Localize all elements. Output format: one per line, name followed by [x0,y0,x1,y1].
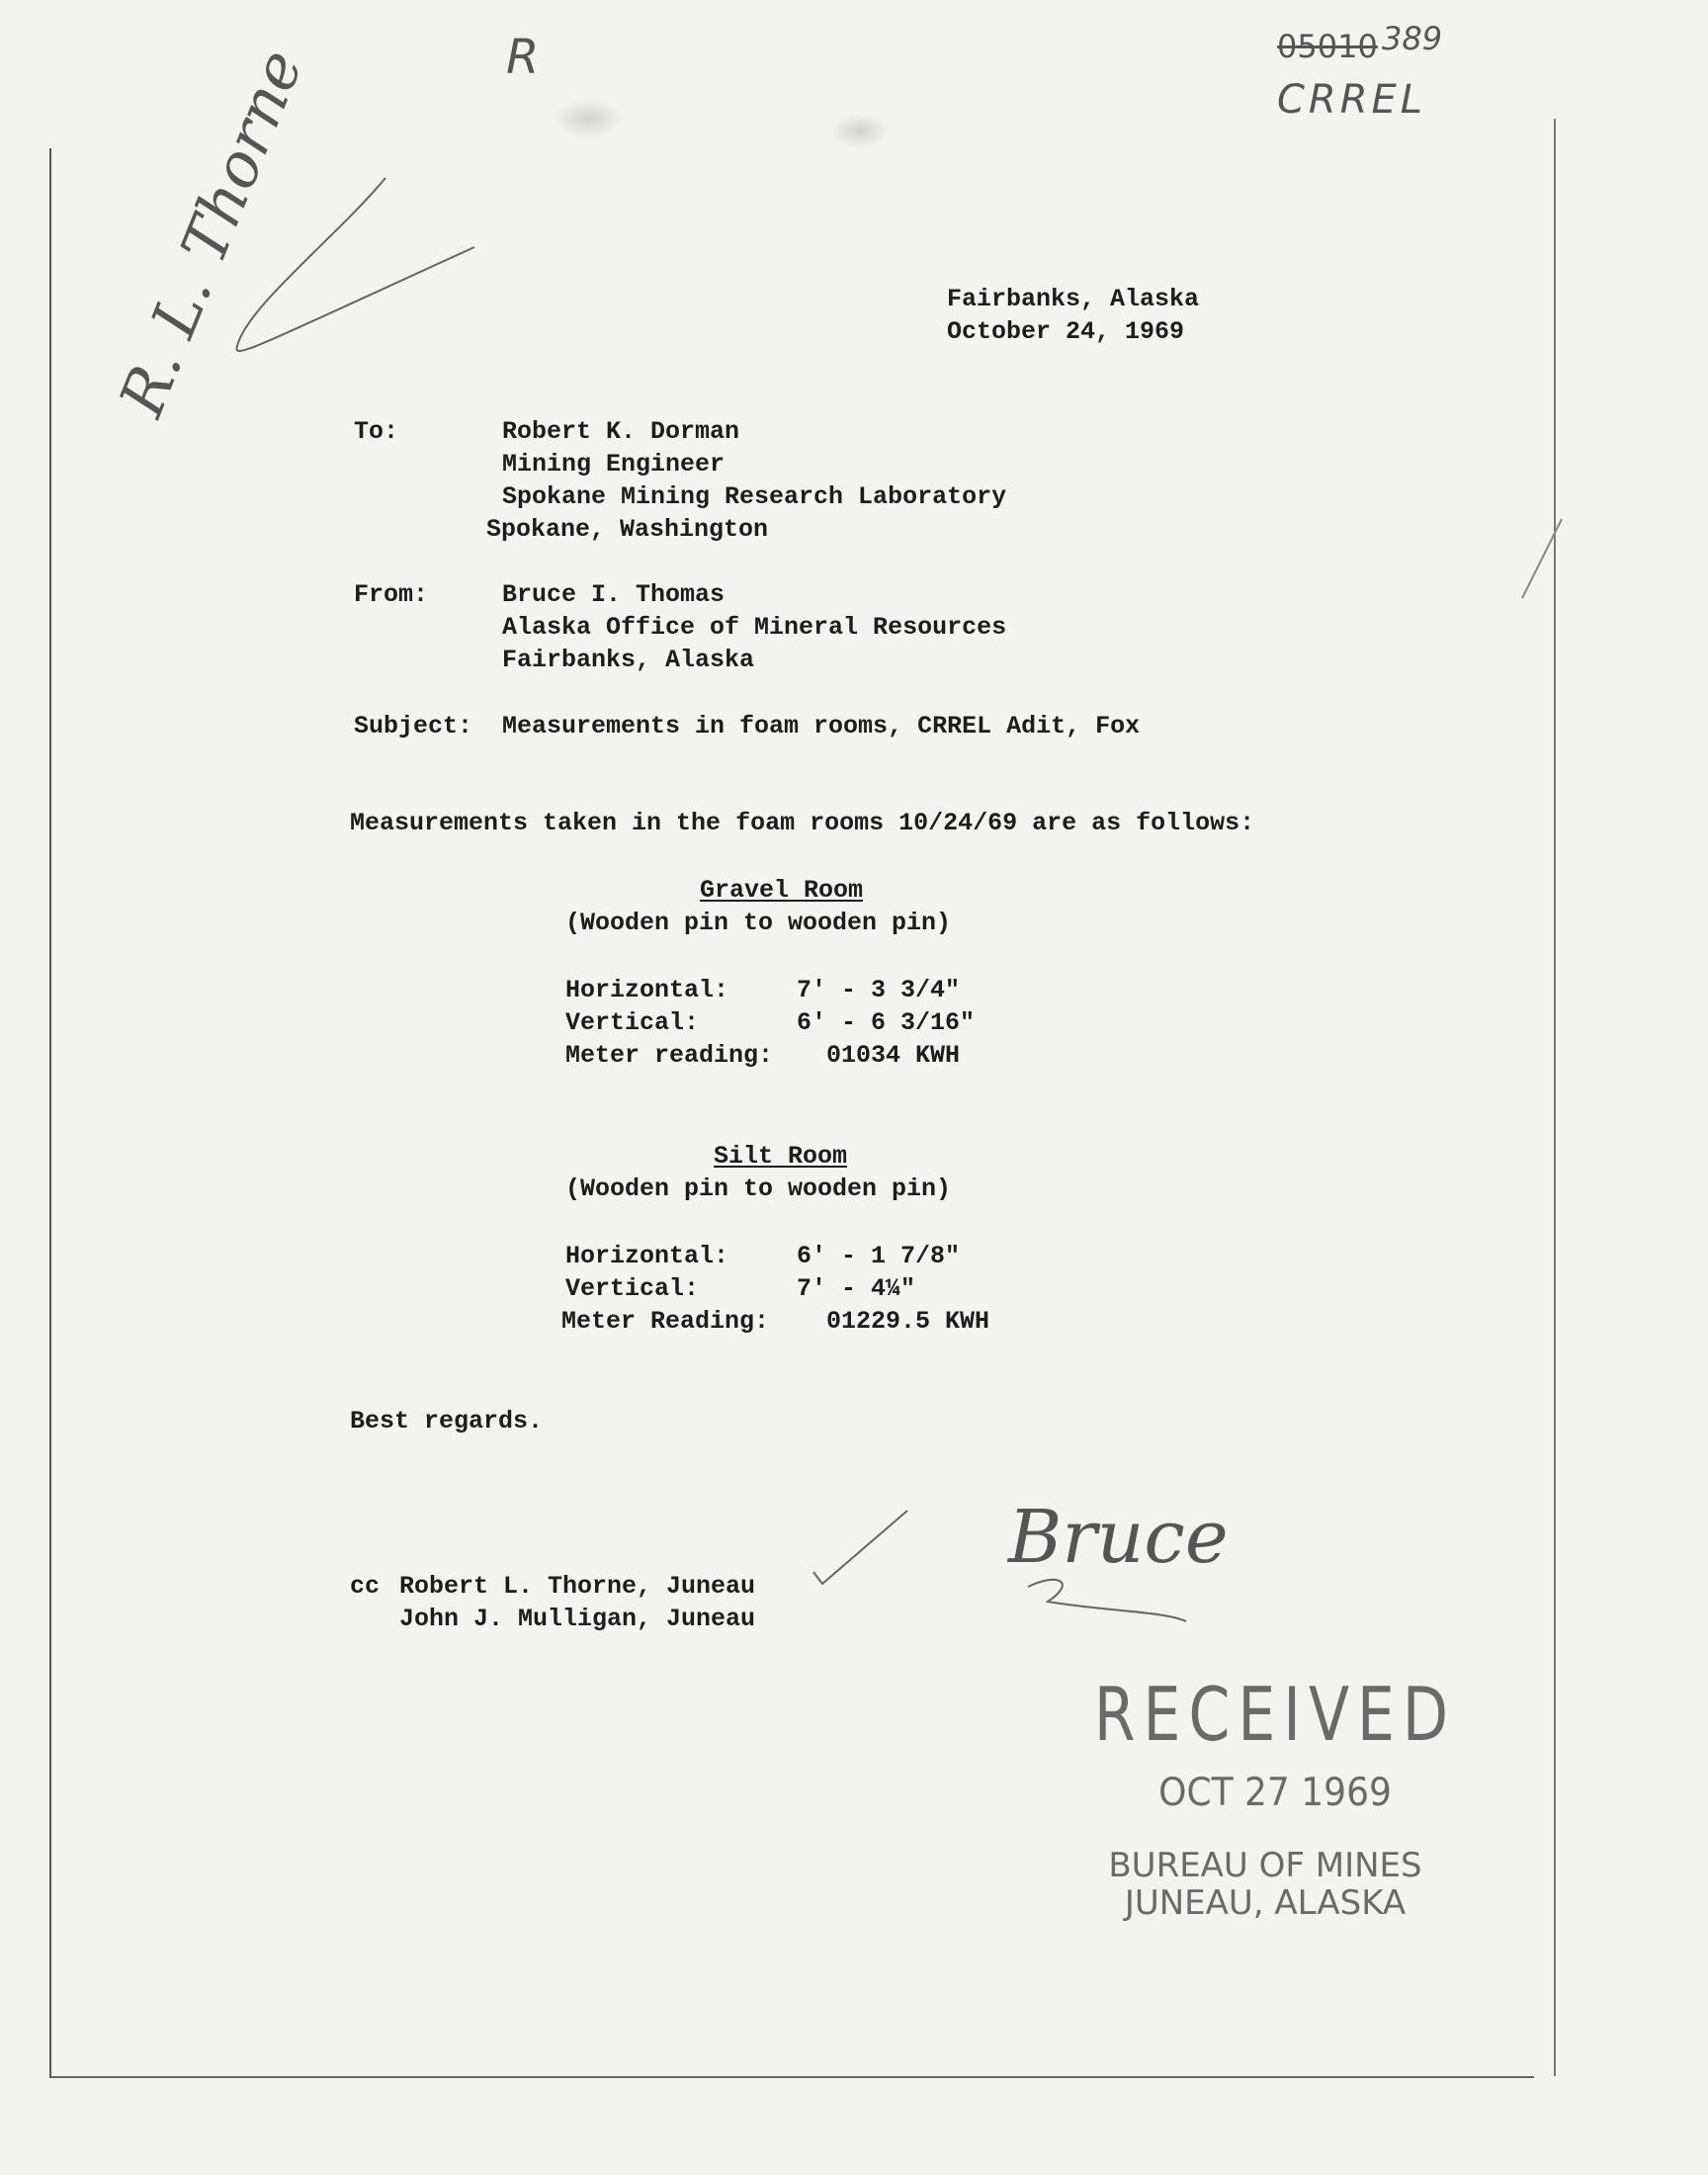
signature-text: Bruce [1008,1495,1229,1580]
to-line: Spokane Mining Research Laboratory [502,482,1007,511]
measure-value: 01034 KWH [826,1041,961,1070]
stamp-line-2: JUNEAU, ALASKA [1124,1883,1407,1923]
measure-value: 01229.5 KWH [826,1307,990,1336]
intro-line: Measurements taken in the foam rooms 10/24/69 are as follows: [350,809,1255,837]
measure-label: Meter Reading: [561,1307,770,1336]
agency-handwritten: CRREL [1277,77,1427,123]
room-note: (Wooden pin to wooden pin) [565,1174,952,1203]
measure-value: 6' - 1 7/8" [797,1242,961,1270]
margin-signature-text: R. L. Thorne [105,40,317,426]
cc-label: cc [350,1572,381,1601]
to-line: Mining Engineer [502,450,726,478]
room-title-silt: Silt Room [714,1142,848,1171]
margin-signature-image [89,40,484,435]
received-stamp: RECEIVED [1093,1672,1457,1759]
measure-value: 7' - 3 3/4" [797,976,961,1004]
from-line: Alaska Office of Mineral Resources [502,613,1007,642]
measure-value: 7' - 4¼" [797,1274,916,1303]
signature-image [988,1463,1245,1631]
measure-label: Meter reading: [565,1041,774,1070]
place-line: Fairbanks, Alaska [947,285,1200,313]
from-label: From: [354,580,429,609]
smudge [830,114,890,148]
measure-label: Vertical: [565,1274,700,1303]
subject-text: Measurements in foam rooms, CRREL Adit, Fox [502,712,1141,740]
check-mark-icon [809,1503,917,1592]
file-number-handwritten: 389 [1382,20,1443,57]
cc-line: John J. Mulligan, Juneau [399,1605,756,1633]
to-line: Spokane, Washington [486,515,769,544]
measure-label: Vertical: [565,1008,700,1037]
measure-label: Horizontal: [565,1242,729,1270]
stamp-date: OCT 27 1969 [1158,1770,1392,1815]
room-note: (Wooden pin to wooden pin) [565,909,952,937]
subject-label: Subject: [354,712,473,740]
stray-pen-mark [1512,514,1572,603]
smudge [554,99,623,138]
date-line: October 24, 1969 [947,317,1185,346]
to-line: Robert K. Dorman [502,417,740,446]
measure-label: Horizontal: [565,976,729,1004]
from-line: Fairbanks, Alaska [502,646,755,674]
stamp-line-1: BUREAU OF MINES [1108,1846,1422,1885]
initial-mark: R [506,30,540,85]
closing-line: Best regards. [350,1407,544,1436]
cc-line: Robert L. Thorne, Juneau [399,1572,756,1601]
to-label: To: [354,417,399,446]
measure-value: 6' - 6 3/16" [797,1008,976,1037]
file-number-struck: 05010 [1277,28,1378,65]
from-line: Bruce I. Thomas [502,580,726,609]
room-title-gravel: Gravel Room [700,876,864,905]
